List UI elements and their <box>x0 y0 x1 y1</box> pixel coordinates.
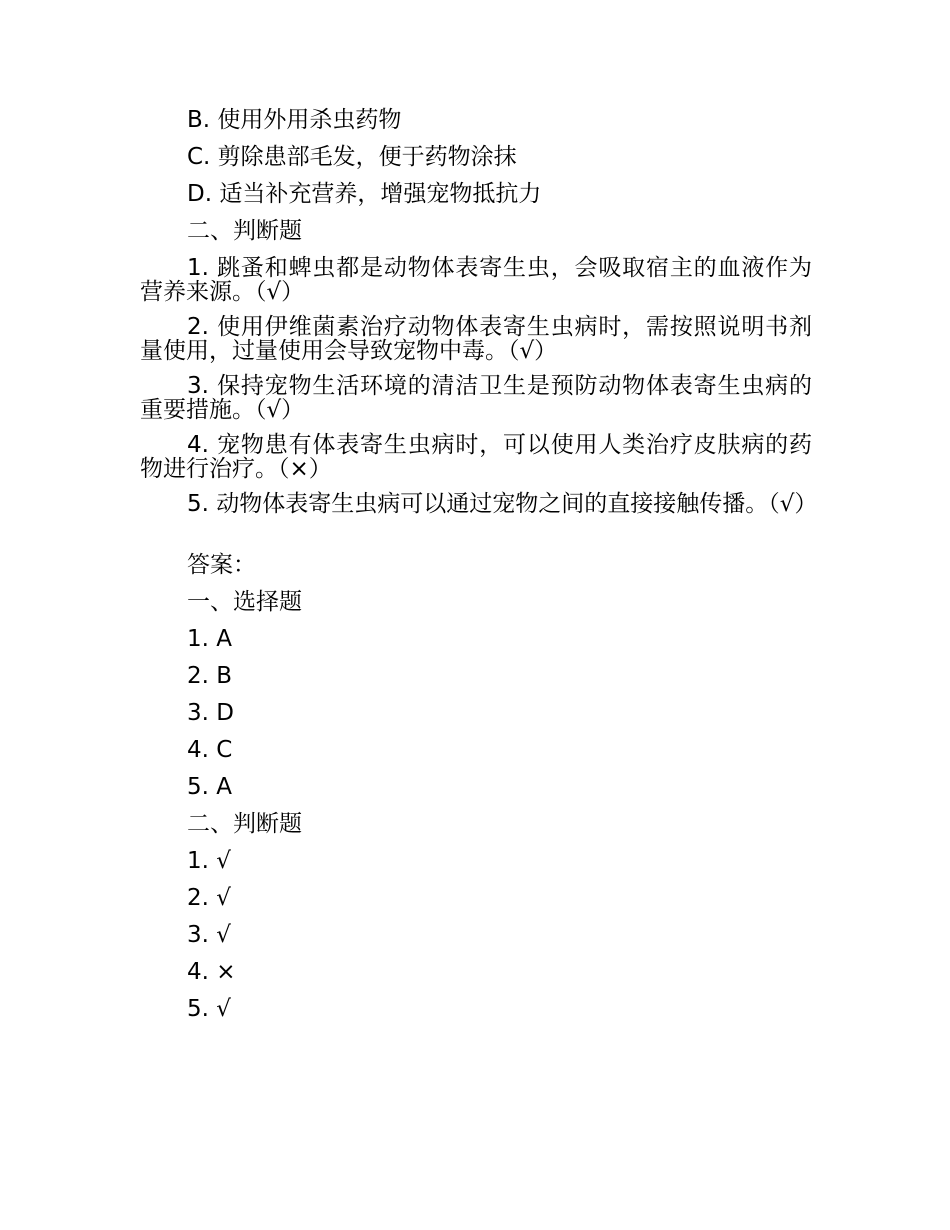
judgment-item-1: 1. 跳蚤和蜱虫都是动物体表寄生虫，会吸取宿主的血液作为营养来源。（√） <box>140 255 812 305</box>
option-b: B. 使用外用杀虫药物 <box>187 107 402 133</box>
judgment-item-3: 3. 保持宠物生活环境的清洁卫生是预防动物体表寄生虫病的重要措施。（√） <box>140 373 812 423</box>
answer-judgment-2: 2. √ <box>187 885 231 911</box>
answer-choice-1: 1. A <box>187 626 232 652</box>
answer-choice-3: 3. D <box>187 700 234 726</box>
option-c: C. 剪除患部毛发，便于药物涂抹 <box>187 144 517 170</box>
answer-judgment-1: 1. √ <box>187 848 231 874</box>
answer-judgment-3: 3. √ <box>187 922 231 948</box>
answer-judgment-5: 5. √ <box>187 996 231 1022</box>
judgment-heading: 二、判断题 <box>187 218 302 244</box>
answer-choice-4: 4. C <box>187 737 233 763</box>
answer-choice-5: 5. A <box>187 774 232 800</box>
answer-choice-2: 2. B <box>187 663 233 689</box>
answers-judgment-heading: 二、判断题 <box>187 811 302 837</box>
judgment-item-4: 4. 宠物患有体表寄生虫病时，可以使用人类治疗皮肤病的药物进行治疗。（×） <box>140 432 812 482</box>
answers-title: 答案： <box>187 552 256 578</box>
judgment-item-5: 5. 动物体表寄生虫病可以通过宠物之间的直接接触传播。（√） <box>187 491 818 517</box>
answers-choice-heading: 一、选择题 <box>187 589 302 615</box>
judgment-item-2: 2. 使用伊维菌素治疗动物体表寄生虫病时，需按照说明书剂量使用，过量使用会导致宠物中毒。（√） <box>140 314 812 364</box>
answer-judgment-4: 4. × <box>187 959 236 985</box>
option-d: D. 适当补充营养，增强宠物抵抗力 <box>187 181 542 207</box>
